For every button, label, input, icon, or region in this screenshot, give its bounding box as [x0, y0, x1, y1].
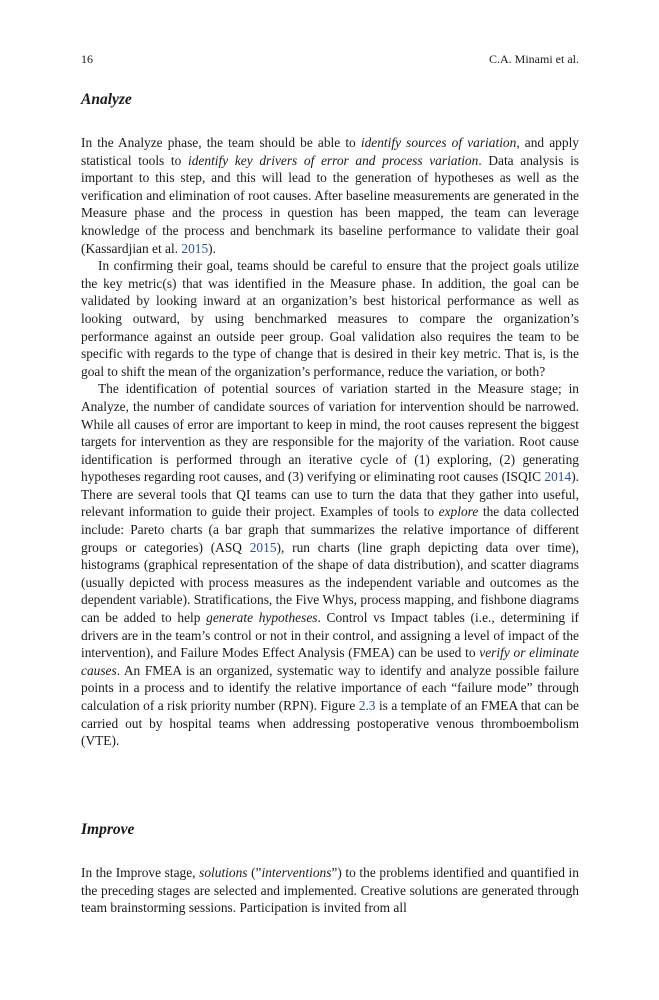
citation-link[interactable]: 2014	[544, 469, 572, 485]
emphasis: identify sources of variation	[360, 135, 517, 150]
section-heading-improve: Improve	[81, 821, 135, 838]
emphasis: solutions	[199, 865, 248, 880]
citation-link[interactable]: 2015	[181, 240, 209, 256]
citation-link[interactable]: 2015	[249, 539, 277, 555]
analyze-paragraph-1: In the Analyze phase, the team should be able to identify sources of variation, and apply statistical tools to identify key drivers of error and process variation. Data analysis is important to this step, and this will lead to the generation of hypotheses as well as the verification and elimination of root causes. After baseline measurements are generated in the Measure phase and the process in question has been mapped, the team can leverage knowledge of the process and benchmark its baseline performance to validate their goal (Kassardjian et al. 2015).	[81, 135, 579, 256]
section-heading-analyze: Analyze	[81, 91, 132, 108]
emphasis: generate hypotheses	[206, 610, 318, 626]
analyze-paragraph-3: The identification of potential sources of variation started in the Measure stage; in Analyze, the number of candidate sources of variation for intervention should be narrowed. While all causes of error are important to keep in mind, the root causes represent the biggest targets for intervention as they are responsible for the majority of the variation. Root cause identification is performed through an iterative cycle of (1) exploring, (2) generating hypotheses regarding root causes, and (3) verifying or eliminating root causes (ISQIC 2014). There are several tools that QI teams can use to turn the data that they gather into useful, relevant information to guide their project. Examples of tools to explore the data collected include: Pareto charts (a bar graph that summarizes the relative importance of different groups or categories) (ASQ 2015), run charts (line graph depicting data over time), histograms (graphical representation of the shape of data distribution), and scatter diagrams (usually depicted with process measures as the independent variable and outcomes as the dependent variable). Stratifications, the Five Whys, process mapping, and fishbone diagrams can be added to help generate hypotheses. Control vs Impact tables (i.e., determining if drivers are in the team’s control or not in their control, and assigning a level of impact of the intervention), and Failure Modes Effect Analysis (FMEA) can be used to verify or eliminate causes. An FMEA is an organized, systematic way to identify and analyze possible failure points in a process and to identify the relative importance of each “failure mode” through calculation of a risk priority number (RPN). Figure 2.3 is a template of an FMEA that can be carried out by hospital teams when addressing postoperative venous thromboembolism (VTE).	[81, 381, 580, 749]
improve-section	[81, 864, 579, 917]
figure-link[interactable]: 2.3	[358, 698, 376, 713]
analyze-section	[81, 134, 579, 750]
improve-paragraph-1: In the Improve stage, solutions (”interventions”) to the problems identified and quantified in the preceding stages are selected and implemented. Creative solutions are generated through team brainstorming sessions. Participation is invited from all	[81, 865, 579, 916]
emphasis: explore	[438, 504, 479, 520]
emphasis: verify or eliminate causes	[81, 645, 579, 678]
running-author: C.A. Minami et al.	[489, 52, 579, 66]
emphasis: identify key drivers of error and process variation	[188, 152, 479, 168]
analyze-paragraph-2: In confirming their goal, teams should be careful to ensure that the project goals utilize the key metric(s) that was identified in the Measure phase. In addition, the goal can be validated by looking inward at an organization’s best historical performance as well as looking outward, by using benchmarked measures to compare the organization’s performance against an outside peer group. Goal validation also requires the team to be specific with regards to the type of change that is desired in their key metric. That is, is the goal to shift the mean of the organization’s performance, reduce the variation, or both?	[81, 258, 579, 379]
page-number: 16	[81, 52, 93, 66]
emphasis: interventions	[261, 865, 332, 880]
